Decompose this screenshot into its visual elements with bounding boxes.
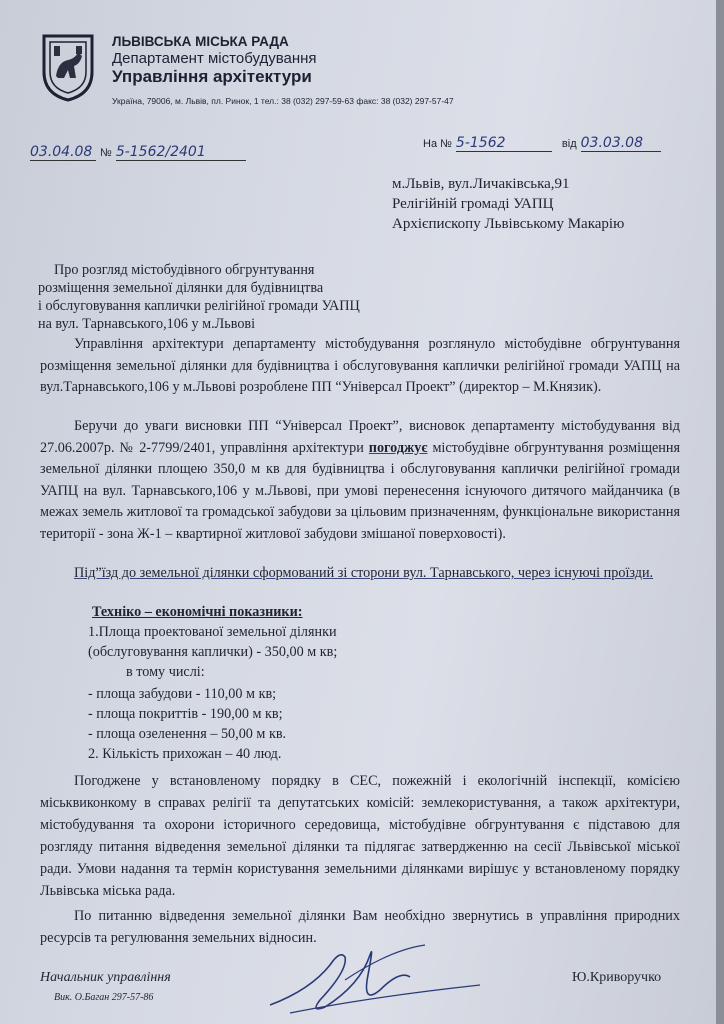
outgoing-reference [30, 143, 246, 161]
outgoing-date: 03.04.08 [30, 144, 96, 161]
from-label: від [561, 138, 577, 150]
in-reply-label: На № [423, 138, 452, 150]
incoming-reference [423, 134, 661, 152]
number-label: № [100, 147, 112, 159]
org-name: ЛЬВІВСЬКА МІСЬКА РАДА [112, 34, 289, 49]
lviv-coat-of-arms-icon [40, 32, 96, 102]
paragraph-1-text: Управління архітектури департаменту містобудування розглянуло містобудівне обгрунтування розміщення земельної ділянки для будівництва і обслуговування каплички релігійної громади УАПЦ на вул.Тарнавського,106 у м.Львові розроблене ПП “Універсал Проект” (директор – М.Князик). [40, 336, 680, 395]
paragraph-2-lead: Беручи до уваги висновки ПП “Універсал Проект”, висновок департаменту містобудування від 27.06.2007р. № 2-7799/2401, управління архітектури [40, 418, 680, 456]
recipient-address: м.Львів, вул.Личаківська,91 [392, 176, 570, 192]
org-department: Департамент містобудування [112, 50, 317, 67]
signatory-name: Ю.Криворучко [572, 970, 662, 985]
outgoing-number: 5-1562/2401 [116, 144, 246, 161]
body-paragraph-3 [40, 563, 680, 585]
indicator-green-area: - площа озеленення – 50,00 м кв. [88, 726, 287, 742]
paragraph-2-rest: містобудівне обгрунтування розміщення земельної ділянки площею 350,0 м кв для будівництва і обслуговування каплички релігійної громади УАПЦ на вул. Тарнавського,106 у м.Львові, при умові перенесення існуючого дитячого майданчика (в межах земель житлової та громадської забудови за цільовим призначенням, функціональне використання території - зона Ж-1 – квартирної житлової забудови змішаної поверховості). [40, 439, 681, 542]
indicator-built-area: - площа забудови - 110,00 м кв; [88, 686, 277, 702]
executor-info: Вик. О.Баган 297-57-86 [54, 992, 154, 1003]
paragraph-4-text: Погоджене у встановленому порядку в СЕС, пожежній і екологічній інспекції, комісією міськвиконкому в справах релігії та депутатських комісій: землекористування, а також архітектури, містобудування та охорони історичного середовища, містобудівне обгрунтування є підставою для розгляду питання відведення земельної ділянки та підлягає затвердженню на сесії Львівської міської ради. Умови надання та термін користування земельними ділянками вирішує у встановленому порядку Львівська міська рада. [40, 773, 680, 899]
in-reply-number: 5-1562 [456, 135, 552, 152]
in-reply-date: 03.03.08 [581, 135, 661, 152]
paragraph-3-text: Під”їзд до земельної ділянки сформований зі сторони вул. Тарнавського, через існуючі проїзди. [74, 565, 654, 581]
handwritten-signature-icon [250, 935, 490, 1020]
subject-line-4: на вул. Тарнавського,106 у м.Львові [38, 316, 256, 332]
body-paragraph-2 [40, 416, 680, 545]
recipient-person: Архієпископу Львівському Макарію [392, 216, 625, 232]
signatory-position: Начальник управління [40, 970, 171, 985]
body-paragraph-4 [40, 770, 680, 902]
indicator-paved-area: - площа покриттів - 190,00 м кв; [88, 706, 283, 722]
indicator-parishioners: 2. Кількість прихожан – 40 люд. [88, 746, 282, 762]
org-address: Україна, 79006, м. Львів, пл. Ринок, 1 тел.: 38 (032) 297-59-63 факс: 38 (032) 297-57-47 [112, 96, 454, 106]
recipient-organization: Релігійній громаді УАПЦ [392, 196, 554, 212]
indicator-area: 1.Площа проектованої земельної ділянки [88, 624, 337, 640]
subject-line-1: Про розгляд містобудівного обгрунтування [54, 262, 315, 278]
subject-line-3: і обслуговування каплички релігійної громади УАПЦ [38, 298, 360, 314]
indicator-including: в тому числі: [126, 664, 205, 680]
indicators-title: Техніко – економічні показники: [92, 604, 303, 620]
subject-line-2: розміщення земельної ділянки для будівництва [38, 280, 324, 296]
org-division: Управління архітектури [112, 67, 312, 86]
approval-keyword: погоджує [368, 439, 428, 456]
indicator-area-detail: (обслуговування каплички) - 350,00 м кв; [88, 644, 338, 660]
paragraph-5-text: По питанню відведення земельної ділянки Вам необхідно звернутись в управління природних ресурсів та регулювання земельних відносин. [40, 908, 680, 946]
body-paragraph-1 [40, 334, 680, 399]
